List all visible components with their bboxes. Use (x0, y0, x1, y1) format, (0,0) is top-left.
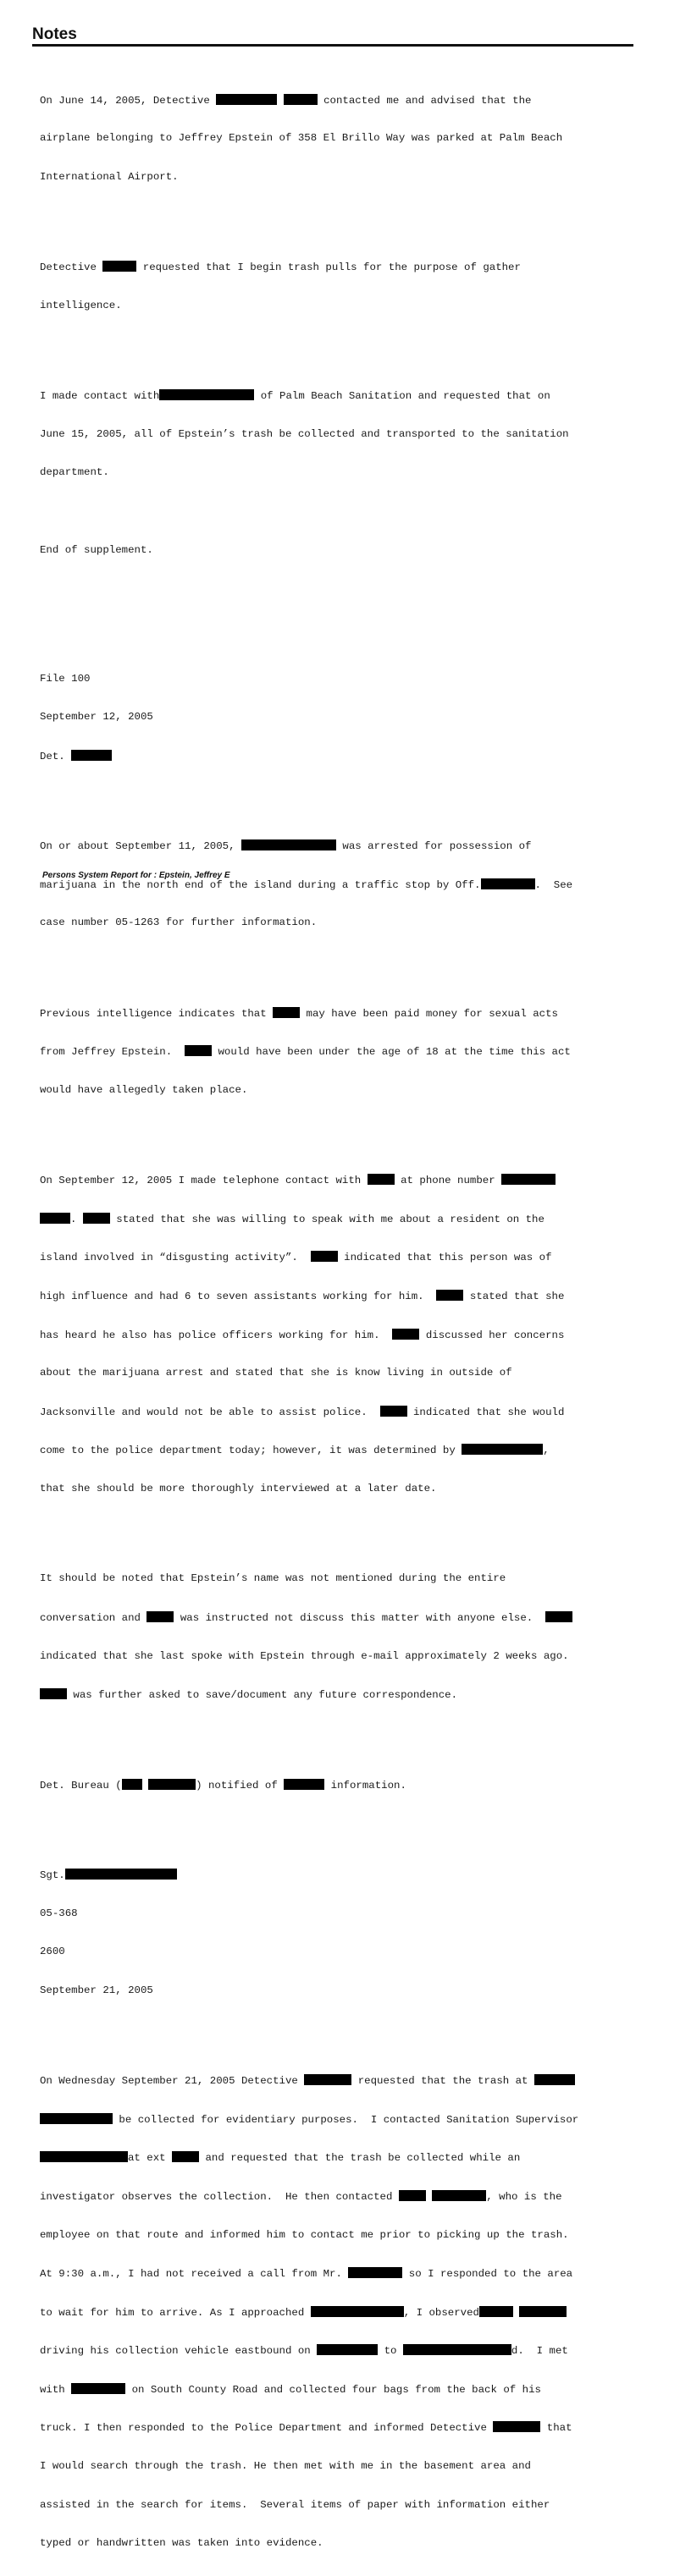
redaction-box (40, 1213, 70, 1224)
redaction-box (481, 878, 535, 889)
redaction-box (216, 94, 277, 105)
redaction-box (71, 2383, 125, 2394)
code-number: 2600 (40, 1946, 65, 1958)
redaction-box (172, 2151, 199, 2162)
text-line: assisted in the search for items. Several items of paper with information either (40, 2498, 550, 2511)
redaction-box (545, 1611, 572, 1622)
redaction-box (403, 2344, 511, 2355)
text-line: employee on that route and informed him to contact me prior to picking up the trash. (40, 2228, 569, 2241)
redaction-box (83, 1213, 110, 1224)
redaction-box (65, 1869, 177, 1880)
text-line: conversation and was instructed not discuss this matter with anyone else. (40, 1611, 633, 1624)
redaction-box (462, 1444, 543, 1455)
text-line: would have allegedly taken place. (40, 1083, 248, 1096)
redaction-box (102, 261, 136, 272)
redaction-box (304, 2074, 351, 2085)
text-line: to wait for him to arrive. As I approached , I observed (40, 2306, 633, 2319)
footer-label: Persons System Report for : (42, 871, 158, 880)
redaction-box (273, 1007, 300, 1018)
redaction-box (317, 2344, 378, 2355)
text-line: has heard he also has police officers working for him. discussed her concerns (40, 1329, 565, 1341)
text-line: indicated that she last spoke with Epstein through e-mail approximately 2 weeks ago. (40, 1649, 569, 1662)
text-line: End of supplement. (40, 543, 153, 556)
redaction-box (284, 1779, 324, 1790)
text-line: at ext and requested that the trash be collected while an (40, 2151, 633, 2164)
text-line: about the marijuana arrest and stated that she is know living in outside of (40, 1367, 512, 1379)
entry-date: September 21, 2005 (40, 1984, 153, 1996)
text-line: I would search through the trash. He then met with me in the basement area and (40, 2460, 531, 2473)
text-line: driving his collection vehicle eastbound on to d. I met (40, 2345, 568, 2358)
text-line: On or about September 11, 2005, was arrested for possession of (40, 840, 532, 853)
text-line: On September 12, 2005 I made telephone contact with at phone number (40, 1174, 633, 1186)
text-line: was further asked to save/document any future correspondence. (40, 1688, 633, 1701)
text-line: investigator observes the collection. He then contacted , who is the (40, 2190, 562, 2203)
text-line: Sgt. (40, 1869, 633, 1881)
text-line: department. (40, 466, 109, 479)
redaction-box (368, 1174, 395, 1185)
text-line: airplane belonging to Jeffrey Epstein of 358 El Brillo Way was parked at Palm Beach (40, 132, 563, 145)
text-line: I made contact with of Palm Beach Sanitation and requested that on (40, 390, 550, 403)
text-line: Det. (40, 750, 633, 762)
text-line: with on South County Road and collected four bags from the back of his (40, 2383, 541, 2396)
redaction-box (241, 839, 336, 850)
text-line: Detective requested that I begin trash pulls for the purpose of gather (40, 261, 521, 274)
text-line: typed or handwritten was taken into evidence. (40, 2537, 323, 2550)
redaction-box (501, 1174, 556, 1185)
text-line: case number 05-1263 for further information. (40, 916, 318, 929)
text-line: On June 14, 2005, Detective contacted me and advised that the (40, 94, 532, 107)
redaction-box (348, 2267, 402, 2278)
file-date: September 12, 2005 (40, 711, 153, 724)
page-title: Notes (32, 25, 77, 43)
text-line: intelligence. (40, 299, 122, 311)
text-line: high influence and had 6 to seven assistants working for him. stated that she (40, 1291, 565, 1303)
redaction-box (432, 2190, 486, 2201)
redaction-box (493, 2421, 540, 2432)
title-divider (32, 44, 633, 47)
redaction-box (146, 1611, 174, 1622)
report-body (40, 55, 633, 2576)
report-footer (42, 871, 230, 880)
redaction-box (534, 2074, 575, 2085)
redaction-box (71, 750, 112, 761)
redaction-box (392, 1329, 419, 1340)
text-line: Previous intelligence indicates that may have been paid money for sexual acts (40, 1007, 558, 1020)
text-line: Jacksonville and would not be able to assist police. indicated that she would (40, 1406, 565, 1418)
redaction-box (479, 2306, 513, 2317)
text-line: that she should be more thoroughly interviewed at a later date. (40, 1483, 437, 1495)
text-line: Det. Bureau ( ) notified of information. (40, 1779, 406, 1792)
text-line: from Jeffrey Epstein. would have been under the age of 18 at the time this act (40, 1046, 571, 1059)
text-line: It should be noted that Epstein’s name was not mentioned during the entire (40, 1572, 506, 1585)
redaction-box (185, 1045, 212, 1056)
file-number: File 100 (40, 672, 91, 685)
redaction-box (311, 1251, 338, 1262)
text-line: marijuana in the north end of the island during a traffic stop by Off. . See (40, 878, 573, 891)
redaction-box (519, 2306, 567, 2317)
redaction-box (436, 1290, 463, 1301)
text-line: International Airport. (40, 170, 179, 183)
redaction-box (311, 2306, 404, 2317)
redaction-box (380, 1406, 407, 1417)
footer-subject-name: Epstein, Jeffrey E (158, 871, 230, 880)
text-line: island involved in “disgusting activity”. indicated that this person was of (40, 1252, 552, 1264)
redaction-box (148, 1779, 196, 1790)
text-line: truck. I then responded to the Police Department and informed Detective that (40, 2422, 572, 2435)
redaction-box (40, 1688, 67, 1699)
case-number: 05-368 (40, 1907, 78, 1919)
redaction-box (122, 1779, 142, 1790)
text-line: June 15, 2005, all of Epstein’s trash be collected and transported to the sanitation (40, 427, 569, 440)
text-line: On Wednesday September 21, 2005 Detective requested that the trash at (40, 2074, 633, 2087)
text-line: come to the police department today; however, it was determined by , (40, 1445, 550, 1457)
redaction-box (159, 389, 254, 400)
text-line: At 9:30 a.m., I had not received a call from Mr. so I responded to the area (40, 2268, 573, 2281)
redaction-box (399, 2190, 426, 2201)
redaction-box (40, 2151, 128, 2162)
redaction-box (284, 94, 318, 105)
text-line: . stated that she was willing to speak with me about a resident on the (40, 1213, 633, 1225)
redaction-box (40, 2113, 113, 2124)
text-line: be collected for evidentiary purposes. I contacted Sanitation Supervisor (40, 2113, 633, 2126)
